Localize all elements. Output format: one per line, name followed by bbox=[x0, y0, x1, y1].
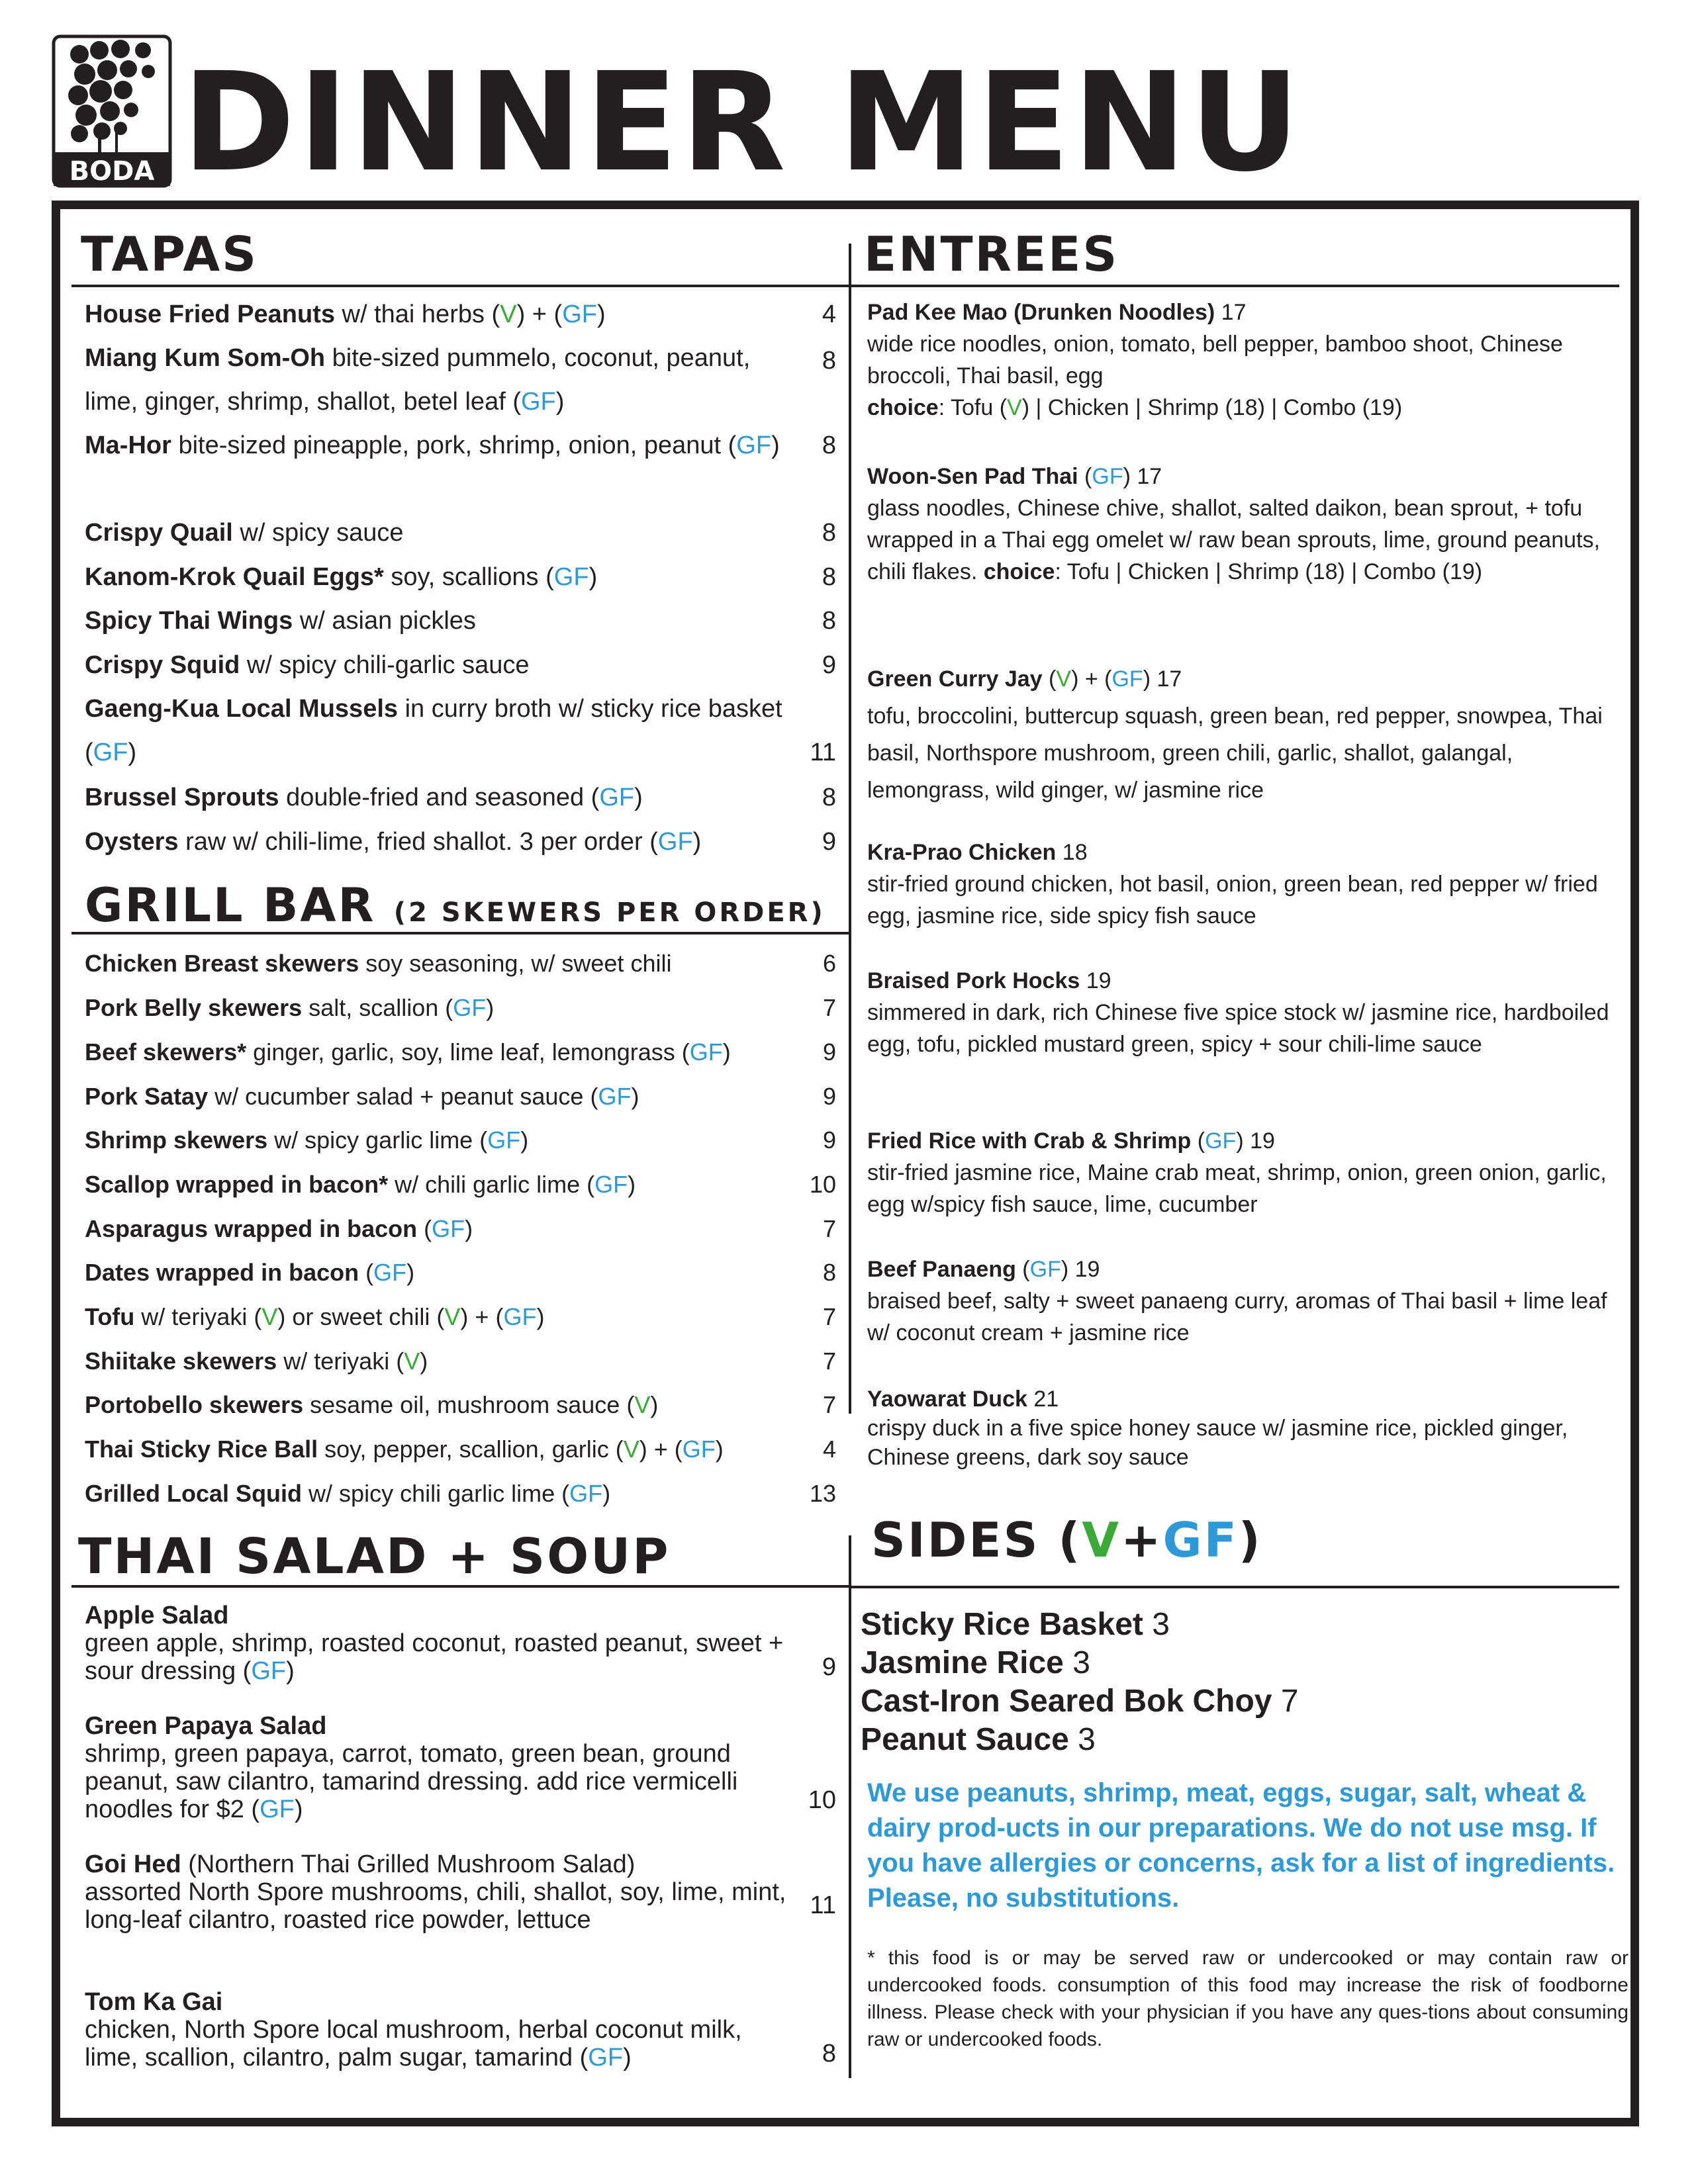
vegetarian-tag: V bbox=[1007, 395, 1022, 420]
item-desc: w/ spicy sauce bbox=[232, 519, 404, 547]
dietary-tags: GF) bbox=[453, 994, 495, 1021]
item-desc: w/ spicy chili garlic lime ( bbox=[302, 1480, 570, 1507]
gluten-free-tag: GF bbox=[453, 994, 487, 1021]
vegetarian-tag: V bbox=[261, 1303, 278, 1330]
salad-header bbox=[85, 1602, 836, 1629]
item-name: Chicken Breast skewers bbox=[85, 950, 359, 977]
grill-item bbox=[85, 1383, 836, 1427]
salad-item bbox=[85, 1602, 836, 1685]
entree-choices bbox=[867, 392, 1622, 424]
item-text bbox=[85, 1075, 786, 1118]
entree-item bbox=[867, 660, 1622, 809]
dietary-tags: GF) bbox=[657, 828, 702, 856]
tapas-item bbox=[85, 555, 836, 599]
salad-rule bbox=[71, 1585, 850, 1588]
column-divider-top bbox=[849, 244, 851, 1084]
item-text bbox=[85, 1383, 786, 1427]
tapas-item bbox=[85, 599, 836, 643]
item-text bbox=[85, 687, 786, 774]
salad-price: 11 bbox=[810, 1891, 836, 1919]
grill-item bbox=[85, 1472, 836, 1516]
item-name: Gaeng-Kua Local Mussels bbox=[85, 695, 399, 723]
gluten-free-tag: GF bbox=[689, 1038, 723, 1066]
item-name: Shiitake skewers bbox=[85, 1347, 277, 1375]
entree-name: Woon-Sen Pad Thai bbox=[867, 464, 1078, 489]
dietary-tags: V) bbox=[634, 1391, 659, 1418]
item-price: 8 bbox=[822, 1259, 836, 1286]
entree-name: Kra-Prao Chicken bbox=[867, 840, 1057, 865]
item-price: 8 bbox=[822, 519, 836, 547]
item-price: 4 bbox=[822, 1435, 836, 1463]
item-name: Ma-Hor bbox=[85, 432, 171, 459]
tapas-item bbox=[85, 293, 836, 336]
salad-name: Green Papaya Salad bbox=[85, 1712, 327, 1740]
item-desc: w/ asian pickles bbox=[293, 607, 476, 635]
item-name: Spicy Thai Wings bbox=[85, 607, 293, 635]
item-price: 8 bbox=[822, 607, 836, 635]
gluten-free-tag: GF bbox=[93, 739, 128, 766]
gluten-free-tag: GF bbox=[487, 1126, 521, 1154]
item-price: 7 bbox=[822, 1215, 836, 1242]
item-text bbox=[85, 599, 786, 643]
item-price: 13 bbox=[809, 1480, 836, 1507]
salad-description: chicken, North Spore local mushroom, herbal coconut milk, lime, scallion, cilantro, palm sugar, tamarind (GF) bbox=[85, 2016, 742, 2071]
entree-description: glass noodles, Chinese chive, shallot, salted daikon, bean sprout, + tofu wrapped in a Thai egg omelet w/ raw bean sprouts, lime, ground peanuts, chili flakes. choice: Tofu | Chicken | Shrimp (18) | Combo (19) bbox=[867, 496, 1600, 584]
gluten-free-tag: GF bbox=[1111, 666, 1143, 692]
item-text bbox=[85, 1340, 786, 1383]
grill-item bbox=[85, 986, 836, 1030]
dietary-tags: V) bbox=[404, 1347, 428, 1375]
item-price: 7 bbox=[822, 1391, 836, 1418]
gluten-free-tag: GF bbox=[1205, 1128, 1237, 1154]
entree-description: wide rice noodles, onion, tomato, bell pepper, bamboo shoot, Chinese broccoli, Thai basil, egg bbox=[867, 332, 1563, 388]
vegetarian-tag: V bbox=[1056, 666, 1072, 692]
item-name: Thai Sticky Rice Ball bbox=[85, 1435, 318, 1463]
item-text bbox=[85, 293, 786, 336]
grill-heading bbox=[85, 879, 826, 939]
item-price: 9 bbox=[822, 1083, 836, 1110]
entree-header: Fried Rice with Crab & Shrimp (GF) 19 bbox=[867, 1128, 1275, 1154]
grill-item bbox=[85, 1207, 836, 1251]
entree-price: 21 bbox=[1033, 1387, 1059, 1412]
dietary-tags: GF) bbox=[373, 1259, 415, 1286]
entree-description: tofu, broccolini, buttercup squash, green bean, red pepper, snowpea, Thai basil, Northspore mushroom, green chili, garlic, shallot, galangal, lemongrass, wild ginger, w/ jasmine rice bbox=[867, 704, 1603, 803]
entree-price: 17 bbox=[1137, 464, 1162, 489]
vegetarian-tag: V bbox=[634, 1391, 651, 1418]
grill-item bbox=[85, 1295, 836, 1339]
salad-name: Goi Hed bbox=[85, 1850, 181, 1878]
salad-price: 9 bbox=[822, 1653, 836, 1681]
tapas-heading: TAPAS bbox=[81, 226, 258, 282]
entree-description: crispy duck in a five spice honey sauce w/ jasmine rice, pickled ginger, Chinese greens, dark soy sauce bbox=[867, 1416, 1568, 1470]
item-name: Tofu bbox=[85, 1303, 135, 1330]
item-text bbox=[85, 511, 786, 555]
dietary-tags: GF) bbox=[736, 432, 780, 459]
item-text bbox=[85, 424, 786, 467]
dietary-tags: GF) bbox=[93, 739, 137, 766]
dietary-tags: GF) bbox=[599, 784, 643, 811]
entree-description: braised beef, salty + sweet panaeng curry, aromas of Thai basil + lime leaf w/ coconut cream + jasmine rice bbox=[867, 1289, 1607, 1345]
tapas-item bbox=[85, 511, 836, 555]
dietary-tags: GF) bbox=[520, 388, 565, 416]
entree-item bbox=[867, 837, 1622, 932]
sides-heading-suffix: ) bbox=[1238, 1512, 1262, 1568]
choice-label: choice bbox=[867, 395, 939, 420]
choice-options: : Tofu ( bbox=[938, 395, 1008, 420]
item-price: 9 bbox=[822, 1126, 836, 1154]
entree-item bbox=[867, 1253, 1622, 1349]
entree-name: Beef Panaeng bbox=[867, 1257, 1016, 1282]
item-text bbox=[85, 820, 786, 864]
vegetarian-tag: V bbox=[404, 1347, 420, 1375]
item-text bbox=[85, 643, 786, 687]
entree-price: 18 bbox=[1062, 840, 1088, 865]
tapas-rule bbox=[71, 285, 850, 287]
vegetarian-tag: V bbox=[623, 1435, 639, 1463]
grill-item bbox=[85, 1251, 836, 1295]
item-text bbox=[85, 1472, 786, 1516]
sides-heading-prefix: SIDES ( bbox=[871, 1512, 1082, 1568]
gluten-free-tag: GF bbox=[682, 1435, 716, 1463]
gluten-free-tag: GF bbox=[1092, 464, 1123, 489]
salad-name: Apple Salad bbox=[85, 1602, 229, 1629]
item-text bbox=[85, 1030, 786, 1074]
sides-heading-gf: GF bbox=[1162, 1512, 1239, 1568]
column-divider-bottom bbox=[849, 1535, 851, 2078]
item-name: Pork Satay bbox=[85, 1083, 209, 1110]
gluten-free-tag: GF bbox=[251, 1657, 287, 1685]
item-name: Crispy Squid bbox=[85, 651, 240, 679]
salad-item bbox=[85, 1850, 836, 1934]
salad-description: assorted North Spore mushrooms, chili, shallot, soy, lime, mint, long-leaf cilantro, roasted rice powder, lettuce bbox=[85, 1878, 786, 1934]
salad-description: green apple, shrimp, roasted coconut, roasted peanut, sweet + sour dressing (GF) bbox=[85, 1629, 784, 1685]
item-desc: w/ teriyaki ( bbox=[134, 1303, 262, 1330]
entree-header: Beef Panaeng (GF) 19 bbox=[867, 1257, 1100, 1282]
item-price: 9 bbox=[822, 828, 836, 856]
item-name: Kanom-Krok Quail Eggs* bbox=[85, 563, 384, 591]
item-desc: in curry broth w/ sticky rice basket ( bbox=[85, 695, 782, 766]
item-price: 7 bbox=[822, 994, 836, 1021]
vegetarian-tag: V bbox=[500, 300, 517, 328]
item-text bbox=[85, 1163, 786, 1206]
entrees-rule bbox=[851, 285, 1619, 287]
raw-food-disclaimer: * this food is or may be served raw or undercooked or may contain raw or undercooked foods. consumption of this food may increase the risk of foodborne illness. Please check with your physician if you have any ques-tions about consuming raw or undercooked foods. bbox=[867, 1947, 1629, 2050]
item-price: 7 bbox=[822, 1347, 836, 1375]
item-price: 6 bbox=[822, 950, 836, 977]
gluten-free-tag: GF bbox=[553, 563, 589, 591]
entree-name: Yaowarat Duck bbox=[867, 1387, 1027, 1412]
item-desc: soy, pepper, scallion, garlic ( bbox=[318, 1435, 624, 1463]
item-text bbox=[85, 942, 786, 985]
sides-heading-v: V bbox=[1082, 1512, 1121, 1568]
dietary-tags: GF) bbox=[689, 1038, 731, 1066]
item-name: Asparagus wrapped in bacon bbox=[85, 1215, 418, 1242]
item-price: 8 bbox=[822, 563, 836, 591]
entree-name: Braised Pork Hocks bbox=[867, 968, 1080, 993]
gluten-free-tag: GF bbox=[594, 1171, 628, 1198]
item-price: 11 bbox=[810, 739, 836, 766]
item-name: Beef skewers* bbox=[85, 1038, 247, 1066]
grill-item bbox=[85, 1075, 836, 1118]
gluten-free-tag: GF bbox=[432, 1215, 465, 1242]
item-name: Pork Belly skewers bbox=[85, 994, 303, 1021]
salad-price: 10 bbox=[808, 1786, 836, 1814]
grill-item bbox=[85, 1340, 836, 1383]
entree-item bbox=[867, 1125, 1622, 1220]
tapas-item bbox=[85, 424, 836, 467]
gluten-free-tag: GF bbox=[569, 1480, 603, 1507]
gluten-free-tag: GF bbox=[373, 1259, 407, 1286]
item-desc: sesame oil, mushroom sauce ( bbox=[303, 1391, 635, 1418]
entree-item bbox=[867, 965, 1622, 1060]
item-price: 9 bbox=[822, 1038, 836, 1066]
gluten-free-tag: GF bbox=[503, 1303, 537, 1330]
item-price: 7 bbox=[822, 1303, 836, 1330]
entree-price: 17 bbox=[1157, 666, 1182, 692]
item-desc: salt, scallion ( bbox=[302, 994, 453, 1021]
salad-name: Tom Ka Gai bbox=[85, 1988, 223, 2016]
entree-item bbox=[867, 1385, 1622, 1472]
gluten-free-tag: GF bbox=[562, 300, 597, 328]
item-text bbox=[85, 1118, 786, 1162]
dietary-tags: GF) bbox=[569, 1480, 611, 1507]
item-desc: ( bbox=[417, 1215, 432, 1242]
entree-name: Pad Kee Mao (Drunken Noodles) bbox=[867, 300, 1215, 325]
grill-item bbox=[85, 1163, 836, 1206]
item-price: 8 bbox=[822, 347, 836, 375]
item-text bbox=[85, 986, 786, 1030]
item-name: Scallop wrapped in bacon* bbox=[85, 1171, 389, 1198]
entree-item bbox=[867, 461, 1622, 588]
sides-heading bbox=[871, 1512, 1262, 1568]
item-desc: w/ cucumber salad + peanut sauce ( bbox=[208, 1083, 598, 1110]
grill-item bbox=[85, 942, 836, 985]
entree-price: 19 bbox=[1250, 1128, 1275, 1154]
grill-item bbox=[85, 1118, 836, 1162]
item-desc: w/ spicy garlic lime ( bbox=[267, 1126, 488, 1154]
item-desc: raw w/ chili-lime, fried shallot. 3 per order ( bbox=[178, 828, 658, 856]
vegetarian-tag: V bbox=[444, 1303, 461, 1330]
item-name: Brussel Sprouts bbox=[85, 784, 279, 811]
item-name: Grilled Local Squid bbox=[85, 1480, 303, 1507]
item-name: Miang Kum Som-Oh bbox=[85, 344, 326, 372]
dietary-tags: GF) bbox=[432, 1215, 473, 1242]
gluten-free-tag: GF bbox=[599, 784, 635, 811]
item-name: Portobello skewers bbox=[85, 1391, 304, 1418]
item-name: Shrimp skewers bbox=[85, 1126, 268, 1154]
sides-rule bbox=[851, 1586, 1619, 1588]
side-item: Jasmine Rice 3 bbox=[861, 1645, 1090, 1680]
entrees-heading: ENTREES bbox=[864, 226, 1119, 282]
item-price: 4 bbox=[822, 300, 836, 328]
item-text bbox=[85, 1251, 786, 1295]
item-desc: bite-sized pummelo, coconut, peanut, lime, ginger, shrimp, shallot, betel leaf ( bbox=[85, 344, 751, 416]
salad-description: shrimp, green papaya, carrot, tomato, green bean, ground peanut, saw cilantro, tamarind dressing. add rice vermicelli noodles for $2 (GF) bbox=[85, 1740, 738, 1823]
dietary-tags: GF) bbox=[598, 1083, 639, 1110]
choice-label: choice bbox=[983, 559, 1055, 584]
salad-header bbox=[85, 1988, 836, 2016]
salad-heading: THAI SALAD + SOUP bbox=[78, 1528, 671, 1585]
logo-wordmark: BODA bbox=[69, 156, 155, 187]
item-text bbox=[85, 555, 786, 599]
salad-item bbox=[85, 1712, 836, 1823]
item-desc: bite-sized pineapple, pork, shrimp, onion, peanut ( bbox=[171, 432, 737, 459]
dietary-tags: V) + (GF) bbox=[444, 1303, 545, 1330]
dietary-tags: GF) bbox=[594, 1171, 636, 1198]
gluten-free-tag: GF bbox=[588, 2044, 624, 2071]
entree-header bbox=[867, 837, 1622, 868]
gluten-free-tag: GF bbox=[598, 1083, 632, 1110]
sides-heading-plus: + bbox=[1121, 1512, 1163, 1568]
grill-title: GRILL BAR bbox=[85, 878, 376, 933]
gluten-free-tag: GF bbox=[657, 828, 693, 856]
item-desc: ginger, garlic, soy, lime leaf, lemongrass ( bbox=[246, 1038, 690, 1066]
gluten-free-tag: GF bbox=[1029, 1257, 1061, 1282]
salad-subtitle: (Northern Thai Grilled Mushroom Salad) bbox=[181, 1850, 636, 1878]
item-name: Oysters bbox=[85, 828, 179, 856]
item-name: Dates wrapped in bacon bbox=[85, 1259, 359, 1286]
item-desc: soy seasoning, w/ sweet chili bbox=[359, 950, 672, 977]
item-price: 8 bbox=[822, 432, 836, 459]
tapas-item bbox=[85, 336, 836, 424]
dietary-tags: V) + (GF) bbox=[623, 1435, 724, 1463]
tapas-item bbox=[85, 687, 836, 774]
allergen-notice: We use peanuts, shrimp, meat, eggs, sugar, salt, wheat & dairy prod-ucts in our preparations. We do not use msg. If you have allergies or concerns, ask for a list of ingredients. Please, no substitutions. bbox=[867, 1778, 1615, 1913]
entree-price: 17 bbox=[1221, 300, 1247, 325]
salad-header bbox=[85, 1712, 836, 1740]
item-text bbox=[85, 1207, 786, 1251]
gluten-free-tag: GF bbox=[260, 1796, 295, 1823]
entree-description: simmered in dark, rich Chinese five spice stock w/ jasmine rice, hardboiled egg, tofu, pickled mustard green, spicy + sour chili-lime sauce bbox=[867, 1000, 1609, 1057]
page-title: DINNER MENU bbox=[182, 43, 1303, 202]
entree-item bbox=[867, 296, 1622, 424]
dietary-tags: GF) bbox=[553, 563, 598, 591]
item-text bbox=[85, 1295, 786, 1339]
item-text bbox=[85, 776, 786, 819]
entree-price: 19 bbox=[1086, 968, 1111, 993]
entree-description: stir-fried jasmine rice, Maine crab meat, shrimp, onion, green onion, garlic, egg w/spicy fish sauce, lime, cucumber bbox=[867, 1160, 1607, 1217]
tapas-item bbox=[85, 776, 836, 819]
salad-price: 8 bbox=[822, 2040, 836, 2068]
item-name: Crispy Quail bbox=[85, 519, 233, 547]
item-desc: ( bbox=[359, 1259, 374, 1286]
entree-header bbox=[867, 1385, 1622, 1414]
item-price: 10 bbox=[809, 1171, 836, 1198]
entree-name: Fried Rice with Crab & Shrimp bbox=[867, 1128, 1192, 1154]
item-desc: soy, scallions ( bbox=[383, 563, 554, 591]
dietary-tags: GF) bbox=[487, 1126, 529, 1154]
salad-header bbox=[85, 1850, 836, 1878]
column-divider-middle bbox=[849, 1083, 851, 1414]
item-text bbox=[85, 1428, 786, 1471]
entree-header: Green Curry Jay (V) + (GF) 17 bbox=[867, 666, 1182, 692]
grill-item bbox=[85, 1030, 836, 1074]
entree-header: Woon-Sen Pad Thai (GF) 17 bbox=[867, 464, 1162, 489]
side-item: Sticky Rice Basket 3 bbox=[861, 1607, 1170, 1642]
side-item: Cast-Iron Seared Bok Choy 7 bbox=[861, 1684, 1299, 1719]
item-desc: ) or sweet chili ( bbox=[277, 1303, 445, 1330]
item-desc: w/ thai herbs ( bbox=[334, 300, 500, 328]
item-text bbox=[85, 336, 786, 424]
entree-header bbox=[867, 296, 1622, 328]
entree-name: Green Curry Jay bbox=[867, 666, 1043, 692]
grill-item bbox=[85, 1428, 836, 1471]
item-price: 8 bbox=[822, 784, 836, 811]
dietary-tags: V) + (GF) bbox=[500, 300, 606, 328]
item-desc: w/ spicy chili-garlic sauce bbox=[240, 651, 530, 679]
tapas-item bbox=[85, 820, 836, 864]
choice-options: ) | Chicken | Shrimp (18) | Combo (19) bbox=[1021, 395, 1403, 420]
entree-header bbox=[867, 965, 1622, 997]
choice-options: : Tofu | Chicken | Shrimp (18) | Combo (19) bbox=[1055, 559, 1483, 584]
entree-price: 19 bbox=[1074, 1257, 1100, 1282]
gluten-free-tag: GF bbox=[736, 432, 772, 459]
boda-logo bbox=[52, 34, 172, 188]
gluten-free-tag: GF bbox=[520, 388, 556, 416]
item-desc: w/ teriyaki ( bbox=[277, 1347, 404, 1375]
salad-item bbox=[85, 1988, 836, 2071]
item-desc: double-fried and seasoned ( bbox=[279, 784, 600, 811]
item-desc: w/ chili garlic lime ( bbox=[388, 1171, 595, 1198]
side-item: Peanut Sauce 3 bbox=[861, 1722, 1096, 1757]
grill-subtitle: (2 SKEWERS PER ORDER) bbox=[393, 897, 826, 928]
item-name: House Fried Peanuts bbox=[85, 300, 335, 328]
tapas-item bbox=[85, 643, 836, 687]
entree-description: stir-fried ground chicken, hot basil, onion, green bean, red pepper w/ fried egg, jasmine rice, side spicy fish sauce bbox=[867, 872, 1598, 929]
item-price: 9 bbox=[822, 651, 836, 679]
